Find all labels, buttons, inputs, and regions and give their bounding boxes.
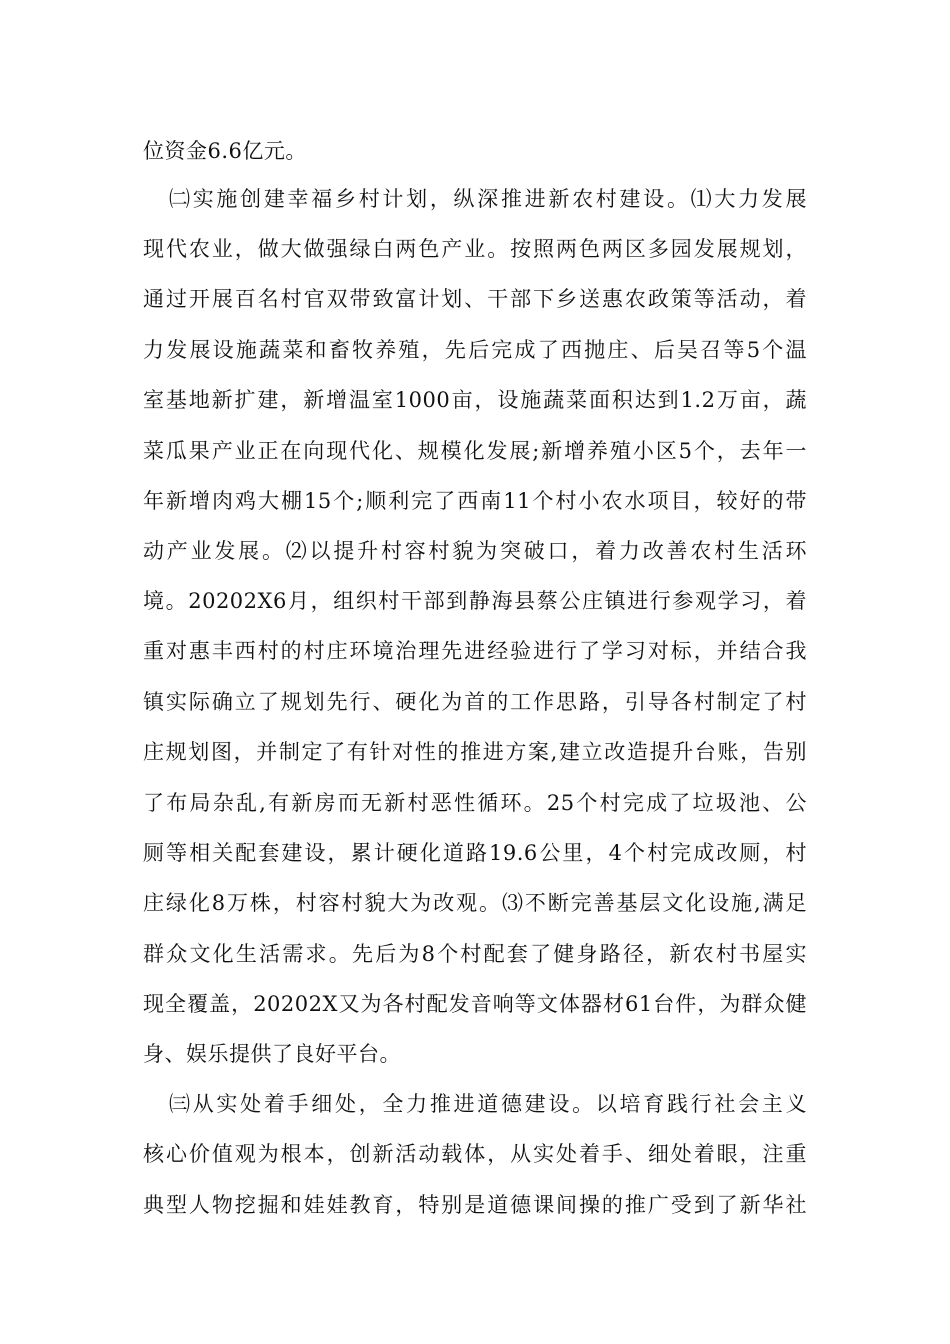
text-line-20: ㈢从实处着手细处，全力推进道德建设。以培育践行社会主义 (169, 1092, 807, 1116)
text-line-13: 庄规划图，并制定了有针对性的推进方案,建立改造提升台账，告别 (143, 740, 807, 764)
text-line-5: 力发展设施蔬菜和畜牧养殖，先后完成了西抛庄、后吴召等5个温 (143, 338, 807, 362)
text-line-14: 了布局杂乱,有新房而无新村恶性循环。25个村完成了垃圾池、公 (143, 791, 807, 815)
text-line-10: 境。20202X6月，组织村干部到静海县蔡公庄镇进行参观学习，着 (143, 589, 807, 613)
text-line-17: 群众文化生活需求。先后为8个村配套了健身路径，新农村书屋实 (143, 942, 807, 966)
text-line-21: 核心价值观为根本，创新活动载体，从实处着手、细处着眼，注重 (143, 1142, 807, 1166)
text-line-9: 动产业发展。⑵以提升村容村貌为突破口，着力改善农村生活环 (143, 539, 807, 563)
text-line-12: 镇实际确立了规划先行、硬化为首的工作思路，引导各村制定了村 (143, 690, 807, 714)
text-line-18: 现全覆盖，20202X又为各村配发音响等文体器材61台件，为群众健 (143, 992, 807, 1016)
text-line-19: 身、娱乐提供了良好平台。 (143, 1042, 401, 1066)
text-line-15: 厕等相关配套建设，累计硬化道路19.6公里，4个村完成改厕，村 (143, 841, 807, 865)
text-line-16: 庄绿化8万株，村容村貌大为改观。⑶不断完善基层文化设施,满足 (143, 891, 807, 915)
text-line-7: 菜瓜果产业正在向现代化、规模化发展;新增养殖小区5个，去年一 (143, 439, 807, 463)
text-line-6: 室基地新扩建，新增温室1000亩，设施蔬菜面积达到1.2万亩，蔬 (143, 388, 807, 412)
text-line-8: 年新增肉鸡大棚15个;顺利完了西南11个村小农水项目，较好的带 (143, 489, 807, 513)
text-line-22: 典型人物挖掘和娃娃教育，特别是道德课间操的推广受到了新华社 (143, 1193, 807, 1217)
text-line-3: 现代农业，做大做强绿白两色产业。按照两色两区多园发展规划， (143, 237, 807, 261)
text-line-1: 位资金6.6亿元。 (143, 139, 307, 163)
text-line-2: ㈡实施创建幸福乡村计划，纵深推进新农村建设。⑴大力发展 (169, 187, 807, 211)
text-line-11: 重对惠丰西村的村庄环境治理先进经验进行了学习对标，并结合我 (143, 639, 807, 663)
text-line-4: 通过开展百名村官双带致富计划、干部下乡送惠农政策等活动，着 (143, 287, 807, 311)
